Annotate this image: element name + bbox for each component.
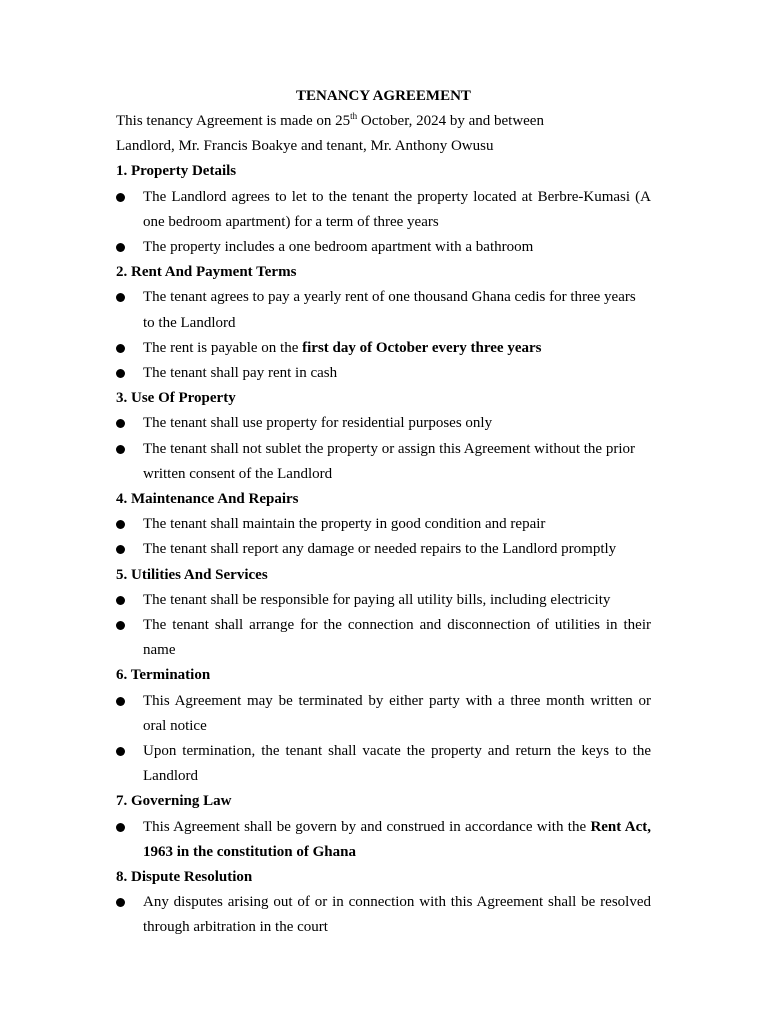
list-item-text-bold: first day of October every three years	[302, 339, 542, 356]
section-heading-maintenance: 4. Maintenance And Repairs	[116, 490, 299, 507]
bullet-icon	[116, 596, 125, 605]
bullet-icon	[116, 747, 125, 756]
list-item-text: The tenant agrees to pay a yearly rent of one thousand Ghana cedis for three years to the Landlord	[143, 289, 636, 331]
list-item-text: The tenant shall be responsible for paying all utility bills, including electricity	[143, 591, 611, 608]
document-body	[116, 84, 651, 941]
list-item-text: The tenant shall maintain the property in good condition and repair	[143, 516, 546, 533]
list-item-text: This Agreement may be terminated by either party with a three month written or oral notice	[143, 692, 651, 734]
section-heading-use-of-property: 3. Use Of Property	[116, 390, 236, 407]
intro-text-end: October, 2024 by and between	[357, 113, 544, 129]
intro-text-start: This tenancy Agreement is made on 25	[116, 113, 351, 129]
bullet-icon	[116, 193, 125, 202]
bullet-icon	[116, 445, 125, 454]
list-item	[116, 588, 651, 613]
intro-line-1	[116, 109, 651, 134]
bullet-icon	[116, 243, 125, 252]
bullet-icon	[116, 621, 125, 630]
list-item-text: The tenant shall not sublet the property or assign this Agreement without the prior written consent of the Landlord	[143, 440, 635, 482]
list-item	[116, 537, 651, 562]
bullet-icon	[116, 520, 125, 529]
list-item	[116, 437, 651, 487]
intro-line-2: Landlord, Mr. Francis Boakye and tenant, Mr. Anthony Owusu	[116, 138, 494, 155]
list-item-text: The tenant shall arrange for the connection and disconnection of utilities in their name	[143, 616, 651, 659]
bullet-icon	[116, 369, 125, 378]
list-item	[116, 411, 651, 436]
list-item-text: Any disputes arising out of or in connection with this Agreement shall be resolved through arbitration in the court	[143, 894, 651, 936]
list-item	[116, 890, 651, 940]
list-item	[116, 739, 651, 789]
section-heading-dispute-resolution: 8. Dispute Resolution	[116, 868, 253, 885]
list-item	[116, 689, 651, 739]
list-item-text-bold: Rent Act, 1963 in the constitution of Ghana	[143, 818, 651, 860]
bullet-icon	[116, 545, 125, 554]
list-item-text: The tenant shall report any damage or needed repairs to the Landlord promptly	[143, 541, 617, 558]
bullet-icon	[116, 697, 125, 706]
list-item	[116, 512, 651, 537]
bullet-icon	[116, 823, 125, 832]
section-heading-governing-law: 7. Governing Law	[116, 793, 232, 810]
section-heading-termination: 6. Termination	[116, 667, 211, 684]
document-title: TENANCY AGREEMENT	[296, 88, 471, 104]
list-item	[116, 336, 651, 361]
list-item	[116, 613, 651, 663]
list-item	[116, 361, 651, 386]
bullet-icon	[116, 419, 125, 428]
section-heading-rent-payment: 2. Rent And Payment Terms	[116, 264, 297, 281]
list-item-text: The tenant shall pay rent in cash	[143, 364, 338, 381]
list-item-text-plain: The rent is payable on the	[143, 339, 303, 356]
section-heading-property-details: 1. Property Details	[116, 163, 237, 180]
bullet-icon	[116, 898, 125, 907]
list-item-text	[143, 336, 651, 361]
section-heading-utilities: 5. Utilities And Services	[116, 566, 268, 583]
list-item-text: The tenant shall use property for residential purposes only	[143, 415, 493, 432]
list-item	[116, 815, 651, 865]
list-item-text	[143, 815, 651, 865]
bullet-icon	[116, 293, 125, 302]
list-item	[116, 185, 651, 235]
intro-date-suffix: th	[350, 111, 358, 121]
bullet-icon	[116, 344, 125, 353]
list-item-text-plain: This Agreement shall be govern by and construed in accordance with the	[143, 818, 591, 835]
list-item-text: The Landlord agrees to let to the tenant the property located at Berbre-Kumasi (A one bedroom apartment) for a term of three years	[143, 188, 651, 230]
list-item-text: Upon termination, the tenant shall vacate the property and return the keys to the Landlord	[143, 742, 651, 785]
list-item	[116, 285, 651, 335]
list-item-text: The property includes a one bedroom apartment with a bathroom	[143, 238, 534, 255]
list-item	[116, 235, 651, 260]
